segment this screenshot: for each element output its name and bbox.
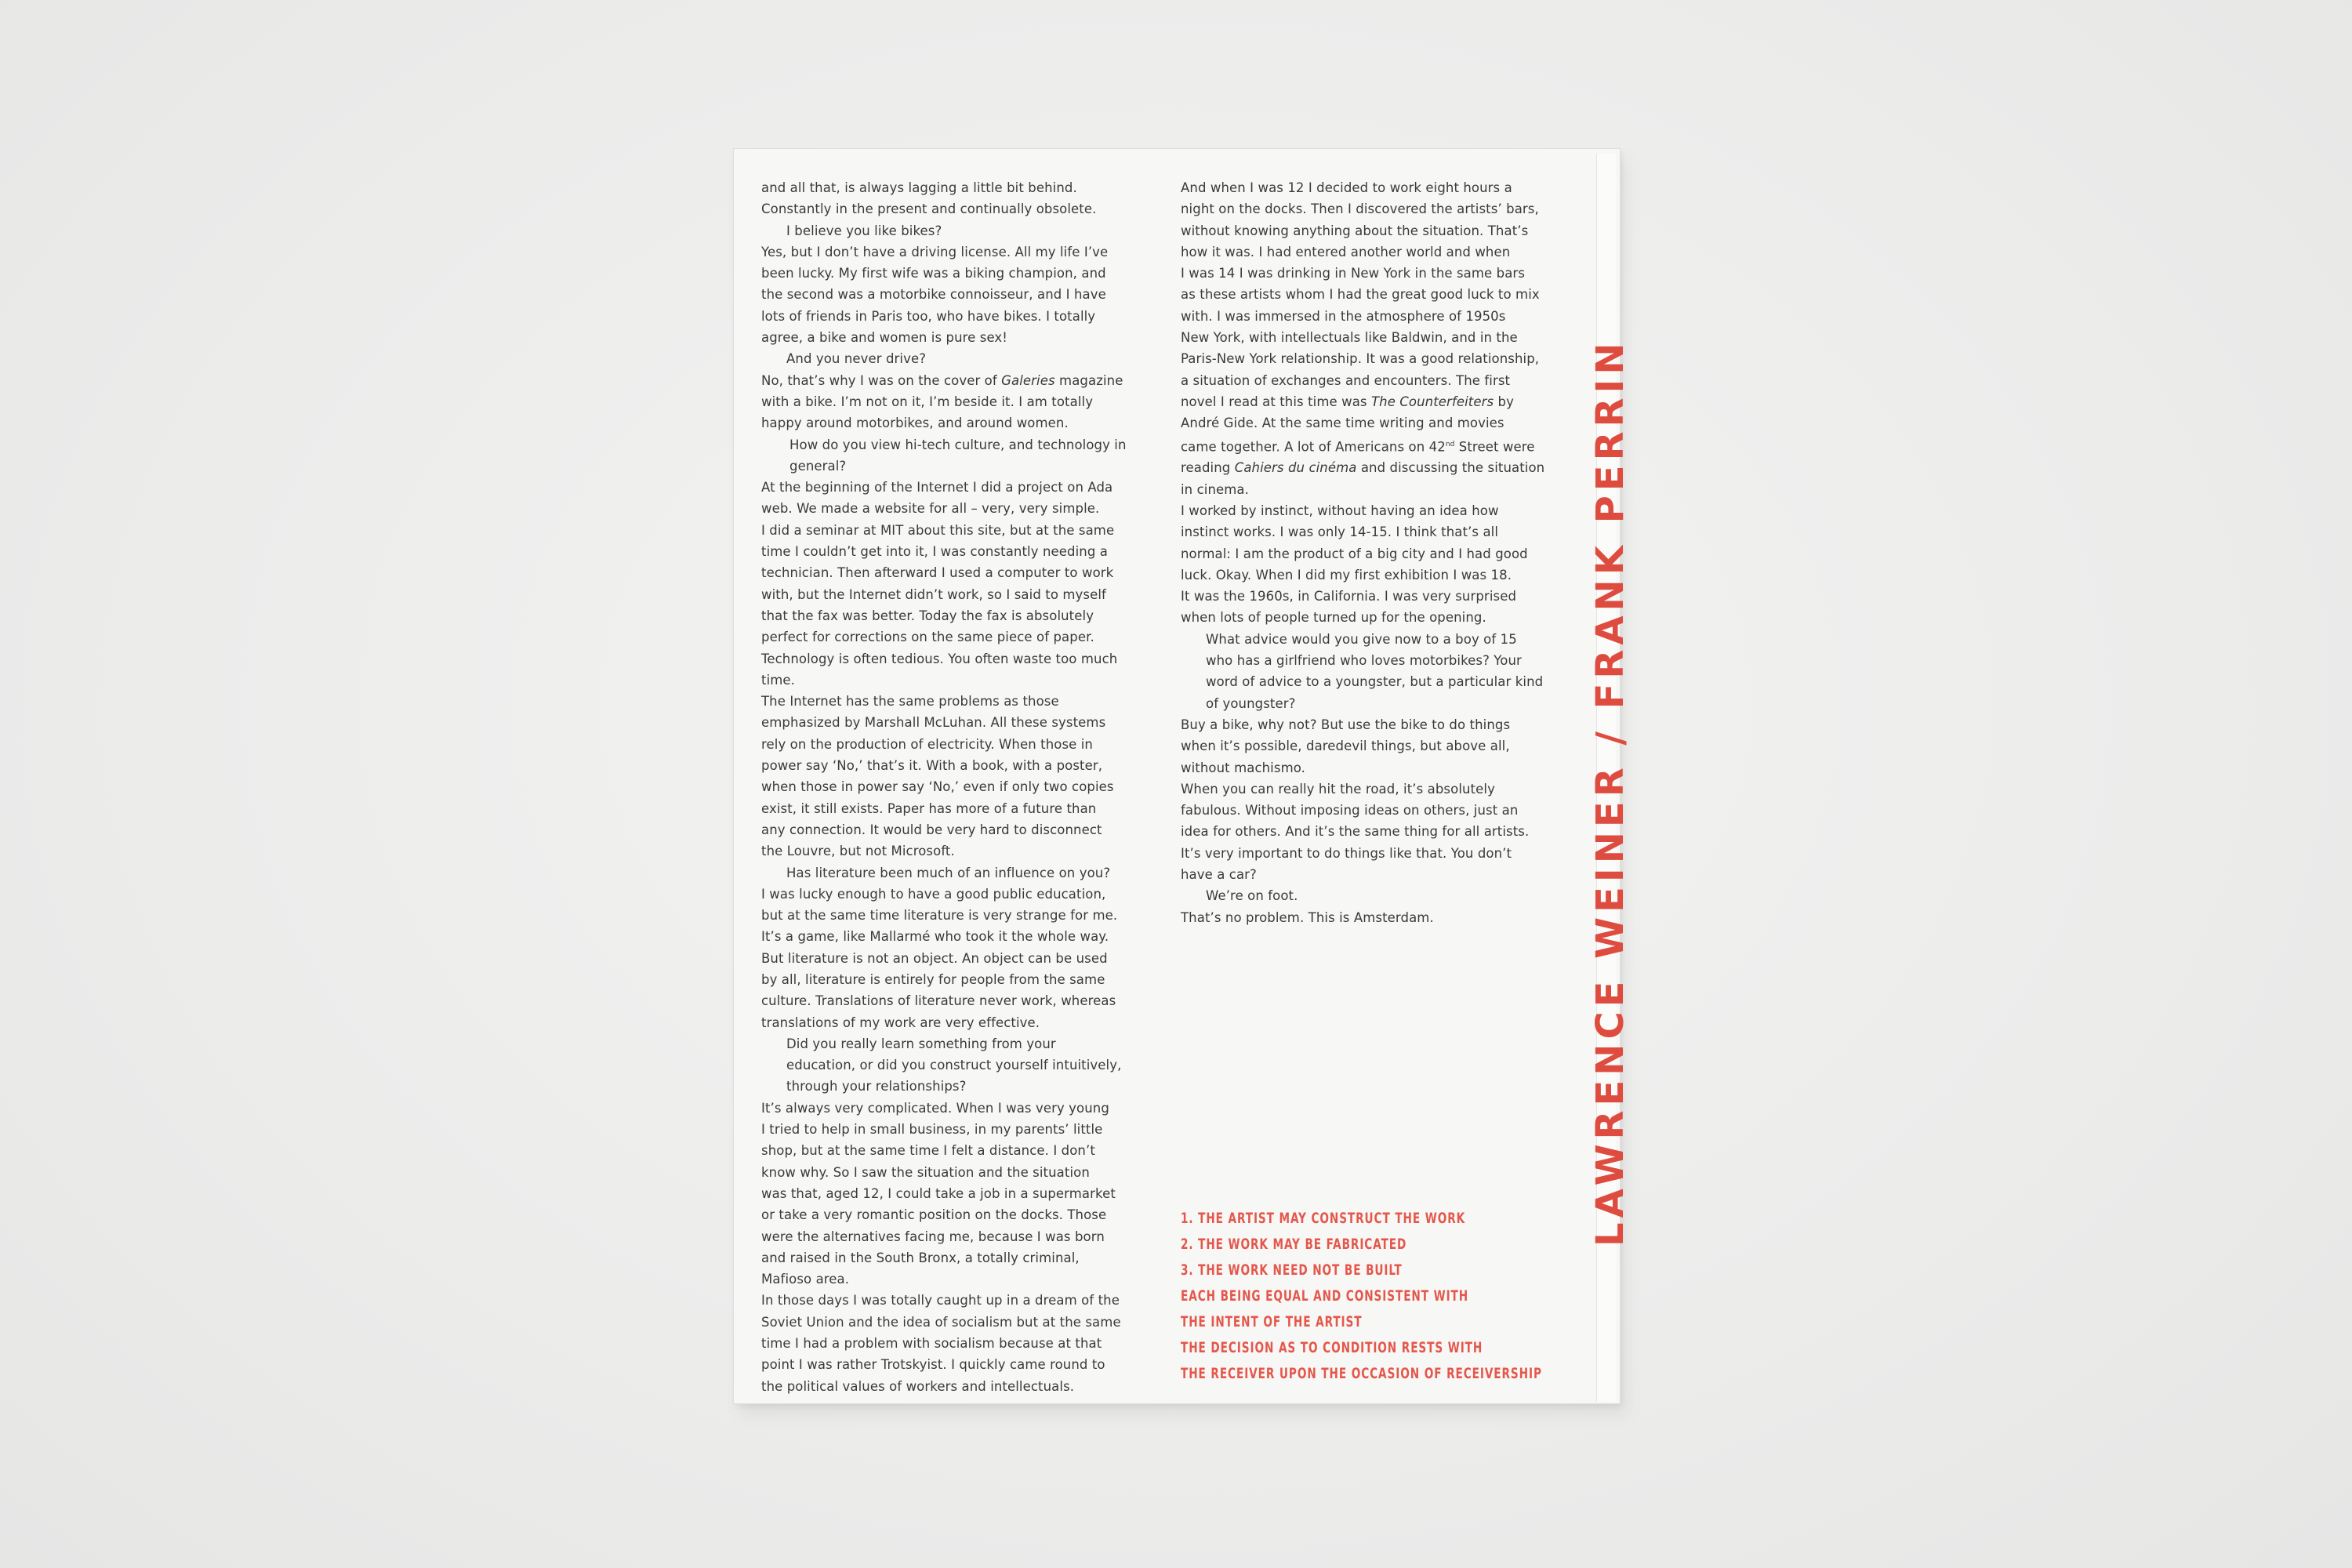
right-column-line: a situation of exchanges and encounters. The first bbox=[1181, 372, 1511, 388]
right-column-line: It was the 1960s, in California. I was very surprised bbox=[1181, 589, 1517, 604]
right-column-line: Buy a bike, why not? But use the bike to do things bbox=[1181, 717, 1511, 732]
left-column-question-line: How do you view hi-tech culture, and technology in bbox=[789, 437, 1127, 452]
left-column-question-line: general? bbox=[789, 458, 847, 474]
left-column-line: the second was a motorbike connoisseur, and I have bbox=[761, 287, 1106, 303]
left-column-question-line: through your relationships? bbox=[786, 1079, 967, 1094]
statement-line: 3. THE WORK NEED NOT BE BUILT bbox=[1181, 1262, 1403, 1279]
left-column-line: point I was rather Trotskyist. I quickly came round to bbox=[761, 1357, 1105, 1373]
left-column-line: It’s a game, like Mallarmé who took it the whole way. bbox=[761, 929, 1109, 945]
right-column-line: I worked by instinct, without having an idea how bbox=[1181, 503, 1499, 518]
left-column-line: or take a very romantic position on the docks. Those bbox=[761, 1207, 1107, 1223]
left-column-line: with, but the Internet didn’t work, so I said to myself bbox=[761, 586, 1106, 602]
book-page bbox=[734, 149, 1620, 1403]
right-column-line: novel I read at this time was The Counterfeiters by bbox=[1181, 394, 1514, 409]
left-column-line: the political values of workers and intellectuals. bbox=[761, 1378, 1075, 1394]
left-column-line: I tried to help in small business, in my parents’ little bbox=[761, 1122, 1103, 1138]
left-column-line: But literature is not an object. An object can be used bbox=[761, 950, 1108, 966]
left-column-line: time I couldn’t get into it, I was constantly needing a bbox=[761, 544, 1108, 560]
statement-of-intent bbox=[1181, 1206, 1542, 1387]
right-column-line: when lots of people turned up for the opening. bbox=[1181, 610, 1486, 626]
right-column-line: when it’s possible, daredevil things, but above all, bbox=[1181, 739, 1510, 754]
left-column-line: by all, literature is entirely for people from the same bbox=[761, 971, 1105, 987]
statement-line: THE DECISION AS TO CONDITION RESTS WITH bbox=[1181, 1340, 1483, 1356]
right-column-line: how it was. I had entered another world and when bbox=[1181, 244, 1511, 260]
left-column-line: been lucky. My first wife was a biking champion, and bbox=[761, 266, 1106, 281]
left-column-question-line: Has literature been much of an influence on you? bbox=[786, 865, 1111, 880]
statement-line: THE RECEIVER UPON THE OCCASION OF RECEIVERSHIP bbox=[1181, 1366, 1542, 1382]
left-column-line: was that, aged 12, I could take a job in a supermarket bbox=[761, 1185, 1116, 1201]
right-column-line: reading Cahiers du cinéma and discussing the situation bbox=[1181, 460, 1545, 476]
left-column-question-line: education, or did you construct yourself intuitively, bbox=[786, 1058, 1122, 1073]
left-column-line: power say ‘No,’ that’s it. With a book, with a poster, bbox=[761, 758, 1103, 774]
left-column-line: exist, it still exists. Paper has more of a future than bbox=[761, 800, 1097, 816]
left-column-line: In those days I was totally caught up in a dream of the bbox=[761, 1293, 1120, 1308]
statement-line: 2. THE WORK MAY BE FABRICATED bbox=[1181, 1236, 1407, 1253]
right-column-line: New York, with intellectuals like Baldwin, and in the bbox=[1181, 330, 1518, 346]
right-column-line: as these artists whom I had the great good luck to mix bbox=[1181, 287, 1540, 303]
statement-line: THE INTENT OF THE ARTIST bbox=[1181, 1314, 1363, 1330]
vertical-title: LAWRENCE WEINER / FRANK PERRIN bbox=[1588, 338, 1632, 1247]
left-column-line: and raised in the South Bronx, a totally criminal, bbox=[761, 1250, 1080, 1265]
left-column-line: time. bbox=[761, 672, 796, 688]
left-column-line: It’s always very complicated. When I was very young bbox=[761, 1100, 1109, 1116]
left-column-line: I did a seminar at MIT about this site, but at the same bbox=[761, 522, 1115, 538]
right-column-question-line: We’re on foot. bbox=[1206, 888, 1298, 904]
right-column-line: I was 14 I was drinking in New York in the same bars bbox=[1181, 266, 1526, 281]
left-column-line: perfect for corrections on the same piece of paper. bbox=[761, 630, 1094, 645]
right-column-line: When you can really hit the road, it’s absolutely bbox=[1181, 781, 1495, 797]
left-column-line: Technology is often tedious. You often waste too much bbox=[761, 651, 1118, 666]
left-column-line: but at the same time literature is very strange for me. bbox=[761, 908, 1118, 924]
left-column-line: know why. So I saw the situation and the situation bbox=[761, 1164, 1090, 1180]
left-column-line: lots of friends in Paris too, who have bikes. I totally bbox=[761, 308, 1096, 324]
left-column-line: emphasized by Marshall McLuhan. All these systems bbox=[761, 715, 1106, 731]
left-column-line: web. We made a website for all – very, very simple. bbox=[761, 501, 1100, 517]
left-column-line: that the fax was better. Today the fax is absolutely bbox=[761, 608, 1094, 623]
right-column-line: have a car? bbox=[1181, 867, 1257, 882]
right-column-line: without knowing anything about the situation. That’s bbox=[1181, 223, 1529, 238]
left-column-line: rely on the production of electricity. When those in bbox=[761, 736, 1093, 752]
right-column-line: André Gide. At the same time writing and movies bbox=[1181, 416, 1504, 431]
right-column-line: luck. Okay. When I did my first exhibition I was 18. bbox=[1181, 567, 1512, 583]
right-column-line: fabulous. Without imposing ideas on others, just an bbox=[1181, 803, 1519, 818]
left-column-line: any connection. It would be very hard to disconnect bbox=[761, 822, 1102, 837]
right-column-line: with. I was immersed in the atmosphere of 1950s bbox=[1181, 308, 1506, 324]
right-text-column bbox=[1181, 177, 1581, 928]
right-column-question-line: word of advice to a youngster, but a particular kind bbox=[1206, 674, 1544, 690]
left-column-line: Yes, but I don’t have a driving license. All my life I’ve bbox=[761, 244, 1109, 260]
left-column-line: Mafioso area. bbox=[761, 1272, 850, 1287]
left-column-line: At the beginning of the Internet I did a project on Ada bbox=[761, 480, 1113, 495]
left-column-line: Soviet Union and the idea of socialism but at the same bbox=[761, 1314, 1121, 1330]
right-column-line: came together. A lot of Americans on 42nd Street were bbox=[1181, 439, 1535, 455]
statement-line: 1. THE ARTIST MAY CONSTRUCT THE WORK bbox=[1181, 1210, 1466, 1227]
right-column-question-line: who has a girlfriend who loves motorbikes? Your bbox=[1206, 653, 1522, 669]
right-column-line: without machismo. bbox=[1181, 760, 1305, 775]
left-column-line: No, that’s why I was on the cover of Galeries magazine bbox=[761, 372, 1123, 388]
left-column-line: agree, a bike and women is pure sex! bbox=[761, 330, 1007, 346]
left-column-line: I was lucky enough to have a good public education, bbox=[761, 886, 1106, 902]
right-column-line: normal: I am the product of a big city and I had good bbox=[1181, 546, 1528, 561]
left-column-question-line: And you never drive? bbox=[786, 351, 927, 367]
left-column-line: and all that, is always lagging a little bit behind. bbox=[761, 180, 1077, 195]
left-column-question-line: I believe you like bikes? bbox=[786, 223, 942, 238]
right-column-question-line: What advice would you give now to a boy of 15 bbox=[1206, 631, 1517, 647]
left-column-line: culture. Translations of literature never work, whereas bbox=[761, 993, 1116, 1009]
right-column-line: And when I was 12 I decided to work eight hours a bbox=[1181, 180, 1512, 195]
right-column-line: idea for others. And it’s the same thing for all artists. bbox=[1181, 824, 1530, 840]
right-column-line: Paris-New York relationship. It was a good relationship, bbox=[1181, 351, 1540, 367]
right-column-line: That’s no problem. This is Amsterdam. bbox=[1181, 909, 1434, 925]
left-column-line: shop, but at the same time I felt a distance. I don’t bbox=[761, 1143, 1095, 1159]
left-column-line: technician. Then afterward I used a computer to work bbox=[761, 565, 1114, 581]
left-column-line: The Internet has the same problems as those bbox=[761, 694, 1059, 710]
right-column-line: It’s very important to do things like that. You don’t bbox=[1181, 845, 1512, 861]
left-text-column bbox=[761, 177, 1161, 1397]
right-column-line: in cinema. bbox=[1181, 481, 1249, 497]
right-column-line: night on the docks. Then I discovered the artists’ bars, bbox=[1181, 201, 1539, 217]
left-column-line: happy around motorbikes, and around women. bbox=[761, 416, 1069, 431]
left-column-line: when those in power say ‘No,’ even if only two copies bbox=[761, 779, 1114, 795]
right-column-line: instinct works. I was only 14-15. I think that’s all bbox=[1181, 524, 1499, 540]
left-column-line: the Louvre, but not Microsoft. bbox=[761, 844, 955, 859]
right-column-question-line: of youngster? bbox=[1206, 695, 1296, 711]
left-column-line: with a bike. I’m not on it, I’m beside it. I am totally bbox=[761, 394, 1094, 409]
left-column-line: translations of my work are very effective. bbox=[761, 1014, 1040, 1030]
left-column-question-line: Did you really learn something from your bbox=[786, 1036, 1056, 1051]
statement-line: EACH BEING EQUAL AND CONSISTENT WITH bbox=[1181, 1288, 1469, 1305]
left-column-line: time I had a problem with socialism because at that bbox=[761, 1336, 1102, 1352]
left-column-line: Constantly in the present and continually obsolete. bbox=[761, 201, 1097, 217]
left-column-line: were the alternatives facing me, because I was born bbox=[761, 1229, 1105, 1244]
